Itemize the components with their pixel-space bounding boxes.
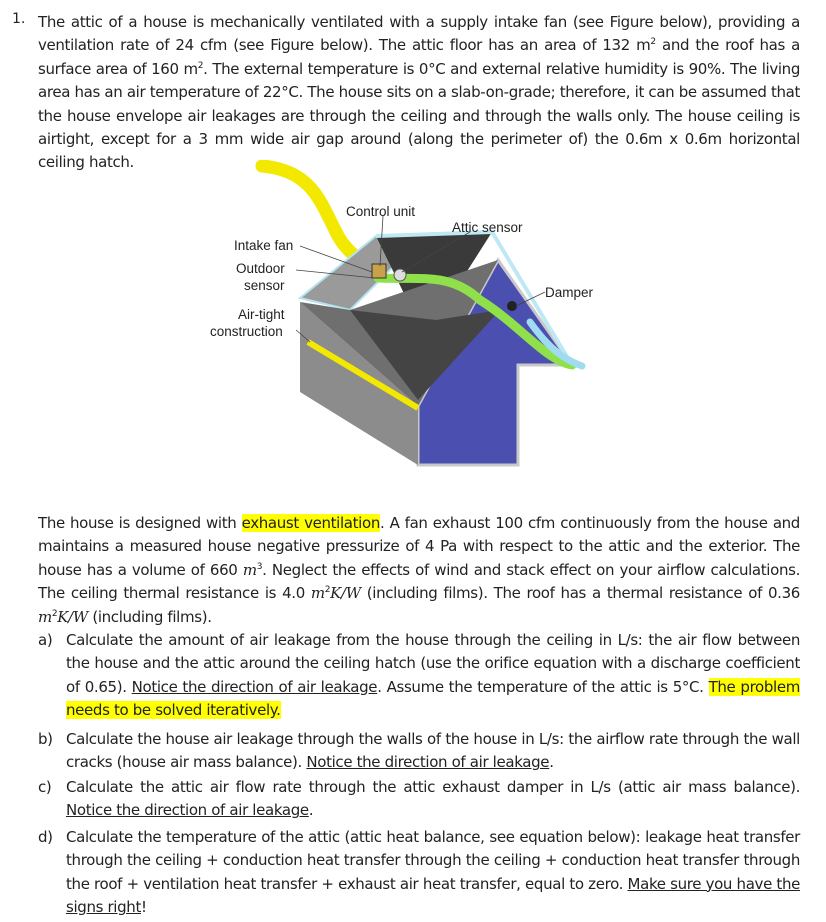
label-damper: Damper (545, 285, 594, 300)
label-construction: construction (210, 324, 283, 339)
list-item-b: b) Calculate the house air leakage through the walls of the house in L/s: the airflow rate through the wall cracks (house air mass balance). Notice the direction of air leakage. (38, 730, 800, 772)
list-item-d: d) Calculate the temperature of the attic (attic heat balance, see equation below): leakage heat transfer through the ceiling + conduction heat transfer through the ceiling + conduction heat transfer through the roof + ventilation heat transfer + exhaust air heat transfer, equal to zero. Make sure you have the signs right! (38, 828, 800, 917)
label-control-unit: Control unit (346, 204, 416, 219)
label-attic-sensor: Attic sensor (452, 220, 523, 235)
label-sensor: sensor (244, 278, 285, 293)
design-paragraph: The house is designed with exhaust ventilation. A fan exhaust 100 cfm continuously from the house and maintains a measured house negative pressurize of 4 Pa with respect to the attic and the exterior. The house has a volume of 660 $m^3$. Neglect the effects of wind and stack effect on your airflow calculations. The ceiling thermal resistance is 4.0 $m^2K/W$ (including films). The roof has a thermal resistance of 0.36 $m^2K/W$ (including films). (38, 514, 800, 626)
label-air-tight: Air-tight (238, 307, 285, 322)
exhaust-ventilation-highlight: exhaust ventilation (241, 514, 380, 532)
damper-icon (507, 301, 517, 311)
attic-ventilation-figure (200, 160, 620, 505)
control-unit-icon (372, 264, 386, 278)
iterative-highlight: The problem needs to be solved iteratively. (66, 677, 801, 720)
label-outdoor: Outdoor (236, 261, 285, 276)
list-item-a: a) Calculate the amount of air leakage from the house through the ceiling in L/s: the air flow between the house and the attic around the ceiling hatch (use the orifice equation with a discharge coefficient of 0.65). Notice the direction of air leakage. Assume the temperature of the attic is 5°C. The problem needs to be solved iteratively. (38, 631, 801, 720)
list-item-c: c) Calculate the attic air flow rate through the attic exhaust damper in L/s (attic air mass balance). Notice the direction of air leakage. (38, 778, 800, 820)
label-intake-fan: Intake fan (234, 238, 294, 253)
problem-number: 1. (12, 11, 26, 27)
problem-intro: The attic of a house is mechanically ventilated with a supply intake fan (see Figure below), providing a ventilation rate of 24 cfm (see Figure below). The attic floor has an area of 132 $m^2$ and the roof has a surface area of 160 $m^2$. The external temperature is 0°C and external relative humidity is 90%. The living area has an air temperature of 22°C. The house sits on a slab-on-grade; therefore, it can be assumed that the house envelope air leakages are through the ceiling and through the walls only. The house ceiling is airtight, except for a 3 mm wide air gap around (along the perimeter of) the 0.6m x 0.6m horizontal ceiling hatch. (38, 13, 801, 172)
